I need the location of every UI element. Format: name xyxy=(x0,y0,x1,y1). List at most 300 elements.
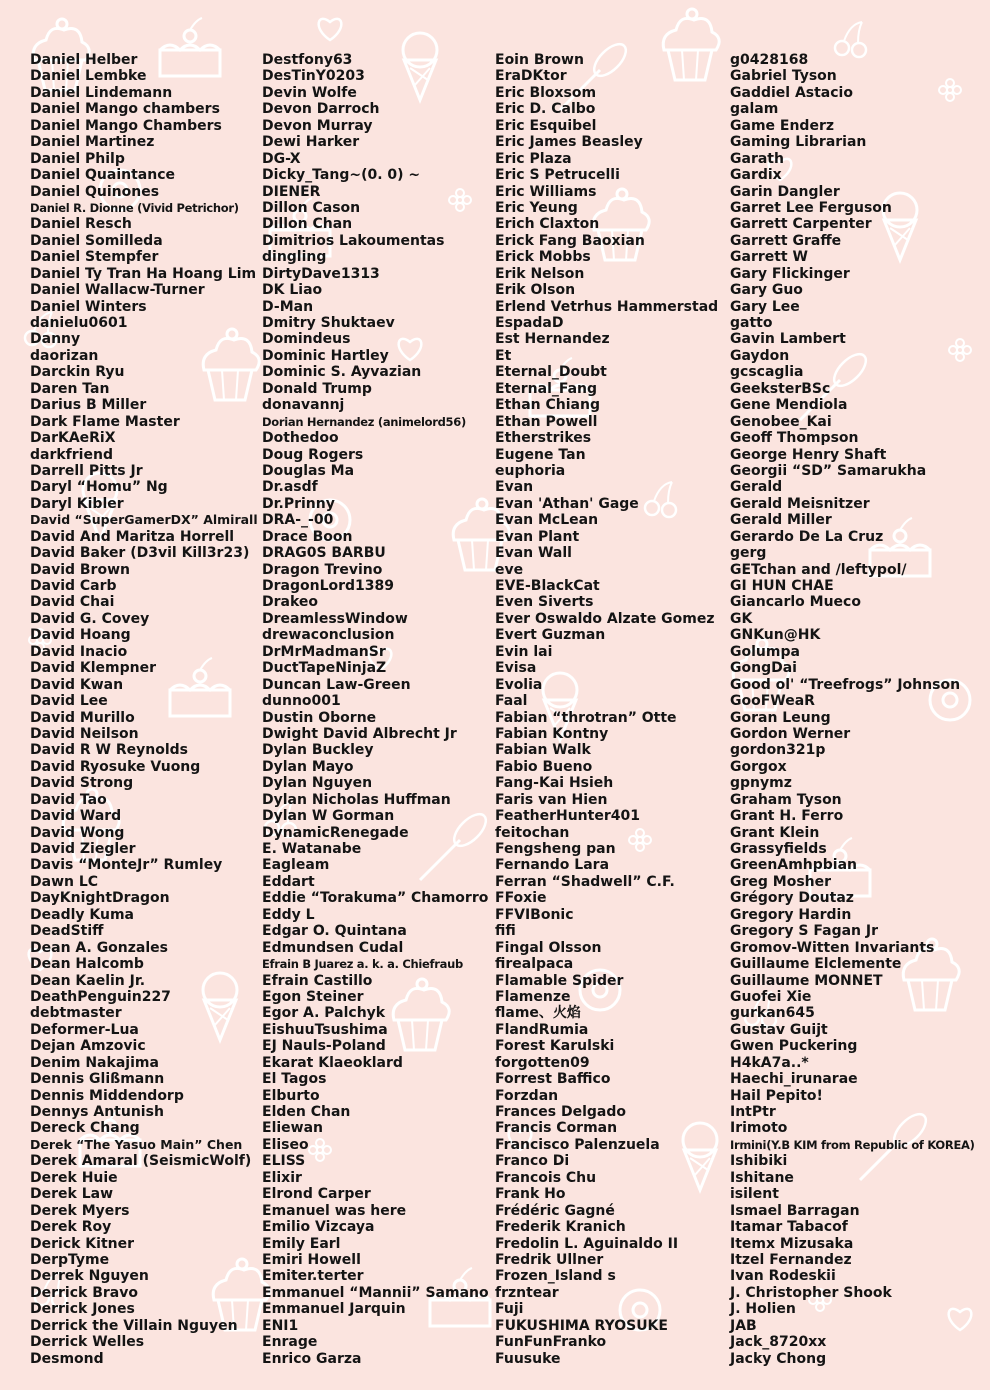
credit-name: Drace Boon xyxy=(262,528,353,545)
credit-name: Frank Ho xyxy=(495,1186,566,1203)
credit-name: Garath xyxy=(730,150,784,167)
credit-name: DeathPenguin227 xyxy=(30,988,171,1005)
credit-name: gcscaglia xyxy=(730,364,804,381)
credit-name: Dylan Mayo xyxy=(262,758,354,775)
credit-name: FUKUSHIMA RYOSUKE xyxy=(495,1317,668,1334)
credit-name: Gary Flickinger xyxy=(730,265,850,282)
credit-name: FFVIBonic xyxy=(495,906,574,923)
credit-name: Evisa xyxy=(495,660,537,677)
credit-name: Greg Mosher xyxy=(730,873,832,890)
credit-name: Eric Bloxsom xyxy=(495,84,597,101)
credit-name: Dereck Chang xyxy=(30,1120,140,1137)
credit-name: Dean Kaelin Jr. xyxy=(30,972,146,989)
credit-name: Frederik Kranich xyxy=(495,1219,626,1236)
credit-name: Evan xyxy=(495,479,534,496)
credit-name: Daniel Mango chambers xyxy=(30,101,220,118)
credit-name: Gary Guo xyxy=(730,282,803,299)
credit-name: JAB xyxy=(730,1317,757,1334)
credit-name: Gaming Librarian xyxy=(730,134,867,151)
credit-name: Eric Esquibel xyxy=(495,117,597,134)
credit-name: DK Liao xyxy=(262,282,323,299)
credit-name: Eternal_Doubt xyxy=(495,364,607,381)
credit-name: Evert Guzman xyxy=(495,627,606,644)
credit-name: Forzdan xyxy=(495,1087,559,1104)
credit-name: DRAG0S BARBU xyxy=(262,545,386,562)
credit-name: Drakeo xyxy=(262,594,319,611)
credit-name: Grassyfields xyxy=(730,841,827,857)
credit-name: Est Hernandez xyxy=(495,331,610,348)
credit-name: Flamable Spider xyxy=(495,972,624,989)
credit-name: Gaddiel Astacio xyxy=(730,84,853,101)
credit-name: Gregory Hardin xyxy=(730,906,852,923)
credit-name: Desmond xyxy=(30,1350,104,1367)
credit-name: Frédéric Gagné xyxy=(495,1202,615,1219)
credit-name: Hail Pepito! xyxy=(730,1087,823,1104)
credit-name: DreamlessWindow xyxy=(262,610,408,627)
credit-name: Evin lai xyxy=(495,643,553,660)
credit-name: Dennis Glißmann xyxy=(30,1071,165,1088)
credit-name: Eternal_Fang xyxy=(495,380,598,397)
credit-name: Dragon Trevino xyxy=(262,561,383,578)
credit-name: Erich Claxton xyxy=(495,216,600,233)
credit-name: Elburto xyxy=(262,1087,320,1104)
credit-name: Guillaume MONNET xyxy=(730,972,883,989)
credit-name: Dawn LC xyxy=(30,873,99,890)
credit-name: E. Watanabe xyxy=(262,841,362,857)
credit-name: Derrick Welles xyxy=(30,1334,145,1351)
credit-name: Dimitrios Lakoumentas xyxy=(262,232,445,249)
credit-name: Daniel Mango Chambers xyxy=(30,117,222,134)
credit-name: Dominic S. Ayvazian xyxy=(262,364,422,381)
credit-name: Ishitane xyxy=(730,1169,794,1186)
credit-name: Irimoto xyxy=(730,1120,788,1137)
credit-name: Dillon Chan xyxy=(262,216,353,233)
credit-name: drewaconclusion xyxy=(262,627,395,644)
credit-name: Daniel Martinez xyxy=(30,134,155,151)
credit-name: Domindeus xyxy=(262,331,351,348)
credit-name: Dillon Cason xyxy=(262,199,361,216)
credit-name: David Klempner xyxy=(30,660,157,677)
credit-name: FlandRumia xyxy=(495,1021,589,1038)
credit-name: Eliewan xyxy=(262,1120,324,1137)
credit-name: ELISS xyxy=(262,1153,306,1170)
credit-name: Daryl Kibler xyxy=(30,495,124,512)
credit-name: Daniel Resch xyxy=(30,216,132,233)
credit-name: Egor A. Palchyk xyxy=(262,1005,386,1022)
credit-name: EishuuTsushima xyxy=(262,1021,388,1038)
credit-name: feitochan xyxy=(495,824,570,841)
credit-name: forgotten09 xyxy=(495,1054,590,1071)
credit-name: gatto xyxy=(730,315,773,331)
credit-name: Even Siverts xyxy=(495,594,594,611)
credit-name: DRA-_-00 xyxy=(262,512,334,529)
credit-name: David Ward xyxy=(30,808,122,825)
credit-name: Genobee_Kai xyxy=(730,413,832,430)
credit-name: Gerardo De La Cruz xyxy=(730,528,884,545)
credit-name: Ever Oswaldo Alzate Gomez xyxy=(495,610,715,627)
credit-name: Devon Murray xyxy=(262,117,373,134)
credit-name: Elrond Carper xyxy=(262,1186,371,1203)
credit-name: Irmini(Y.B KIM from Republic of KOREA) xyxy=(730,1137,975,1152)
credit-name: Eddie “Torakuma” Chamorro xyxy=(262,890,489,907)
credit-name: David And Maritza Horrell xyxy=(30,528,235,545)
credit-name: Daniel Helber xyxy=(30,52,138,68)
credit-name: isilent xyxy=(730,1186,779,1203)
credit-name: Eric Williams xyxy=(495,183,597,200)
credit-name: FFoxie xyxy=(495,890,547,907)
credit-name: Garin Dangler xyxy=(730,183,840,200)
credit-name: Dennis Middendorp xyxy=(30,1087,184,1104)
credit-name: Gene Mendiola xyxy=(730,397,848,414)
credit-name: David Lee xyxy=(30,693,108,710)
credit-name: Emmanuel “Mannii” Samano xyxy=(262,1284,489,1301)
credit-name: Eddy L xyxy=(262,906,315,923)
credit-name: Grant Klein xyxy=(730,824,820,841)
credit-name: gordon321p xyxy=(730,742,826,759)
credit-name: Denim Nakajima xyxy=(30,1054,159,1071)
credit-name: Davis “MonteJr” Rumley xyxy=(30,857,223,874)
credit-name: Ismael Barragan xyxy=(730,1202,860,1219)
credit-name: dingling xyxy=(262,249,327,266)
credit-name: Itamar Tabacof xyxy=(730,1219,848,1236)
credit-name: Frances Delgado xyxy=(495,1104,627,1120)
credit-name: DeadStiff xyxy=(30,923,104,940)
credit-name: Dominic Hartley xyxy=(262,347,389,364)
credit-name: Enrico Garza xyxy=(262,1350,362,1367)
credit-name: David Kwan xyxy=(30,676,124,693)
credit-name: Golumpa xyxy=(730,643,800,660)
credit-name: DayKnightDragon xyxy=(30,890,170,907)
credit-name: Evolia xyxy=(495,676,543,693)
credit-name: Gordon Werner xyxy=(730,725,851,742)
credit-name: Elixir xyxy=(262,1169,302,1186)
credit-name: J. Christopher Shook xyxy=(730,1284,892,1301)
credit-name: Derek Law xyxy=(30,1186,114,1203)
credit-name: Evan Wall xyxy=(495,545,572,562)
credit-name: EraDKtor xyxy=(495,68,567,85)
credit-name: David Ziegler xyxy=(30,841,136,857)
credit-name: H4kA7a..* xyxy=(730,1054,809,1071)
credit-name: DirtyDave1313 xyxy=(262,265,380,282)
credit-name: Eliseo xyxy=(262,1136,309,1153)
credit-name: Goran Leung xyxy=(730,709,831,726)
credit-name: Itemx Mizusaka xyxy=(730,1235,854,1252)
credit-name: Daniel Quaintance xyxy=(30,167,175,184)
credit-name: Dylan Nguyen xyxy=(262,775,373,792)
credit-name: Forrest Baffico xyxy=(495,1071,611,1088)
credit-name: Evan 'Athan' Gage xyxy=(495,495,639,512)
credit-name: Eric Plaza xyxy=(495,150,572,167)
credit-name: Franco Di xyxy=(495,1153,570,1170)
credit-name: GongDai xyxy=(730,660,797,677)
credit-name: Dewi Harker xyxy=(262,134,360,151)
credit-name: Dmitry Shuktaev xyxy=(262,315,395,331)
credit-name: Derrick Jones xyxy=(30,1301,135,1318)
credit-name: Gustav Guijt xyxy=(730,1021,828,1038)
credit-name: DrMrMadmanSr xyxy=(262,643,386,660)
credit-name: Georgii “SD” Samarukha xyxy=(730,462,927,479)
credit-name: Game Enderz xyxy=(730,117,834,134)
credit-name: Gregory S Fagan Jr xyxy=(730,923,879,940)
credit-name: Gromov-Witten Invariants xyxy=(730,939,935,956)
credit-name: Dark Flame Master xyxy=(30,413,180,430)
credit-name: Forest Karulski xyxy=(495,1038,615,1055)
credit-name: David Wong xyxy=(30,824,125,841)
credit-name: Fengsheng pan xyxy=(495,841,616,857)
credit-name: Fabio Bueno xyxy=(495,758,593,775)
credit-name: Fingal Olsson xyxy=(495,939,602,956)
credit-name: DIENER xyxy=(262,183,321,200)
credit-name: Fabian Kontny xyxy=(495,725,609,742)
credit-name: David Tao xyxy=(30,791,107,808)
credit-name: Daniel Lindemann xyxy=(30,84,173,101)
credit-name: Derek Roy xyxy=(30,1219,112,1236)
credit-name: Dorian Hernandez (animelord56) xyxy=(262,414,466,429)
credit-name: Gaydon xyxy=(730,347,790,364)
credit-name: Dicky_Tang~(0. 0) ~ xyxy=(262,167,421,184)
credit-name: Dylan Buckley xyxy=(262,742,374,759)
credit-name: David Ryosuke Vuong xyxy=(30,758,201,775)
credit-name: Gerald xyxy=(730,479,783,496)
credit-name: Jack_8720xx xyxy=(730,1334,827,1351)
credit-name: dunno001 xyxy=(262,693,341,710)
credit-name: Erick Mobbs xyxy=(495,249,591,266)
credit-name: Good ol' “Treefrogs” Johnson xyxy=(730,676,961,693)
credit-name: Deadly Kuma xyxy=(30,906,134,923)
credit-name: GK xyxy=(730,610,753,627)
credit-name: Daniel Winters xyxy=(30,298,147,315)
credit-name: Faris van Hien xyxy=(495,791,608,808)
credit-name: Erik Olson xyxy=(495,282,576,299)
credit-name: Ishibiki xyxy=(730,1153,788,1170)
credit-name: euphoria xyxy=(495,462,566,479)
credit-name: Et xyxy=(495,347,512,364)
credit-name: Efrain Castillo xyxy=(262,972,373,989)
credit-name: Donald Trump xyxy=(262,380,372,397)
credit-name: Eric D. Calbo xyxy=(495,101,596,118)
credit-name: DuctTapeNinjaZ xyxy=(262,660,387,677)
credit-name: Douglas Ma xyxy=(262,462,355,479)
credit-name: Flamenze xyxy=(495,988,571,1005)
credit-name: g0428168 xyxy=(730,52,809,68)
credit-name: Elden Chan xyxy=(262,1104,351,1120)
credit-name: Daniel Wallacw-Turner xyxy=(30,282,205,299)
credit-name: Evan McLean xyxy=(495,512,599,529)
credit-name: Emiter.terter xyxy=(262,1268,364,1285)
credit-name: Dylan Nicholas Huffman xyxy=(262,791,451,808)
credit-name: Erik Nelson xyxy=(495,265,585,282)
credit-name: Ethan Chiang xyxy=(495,397,600,414)
credit-name: Erlend Vetrhus Hammerstad xyxy=(495,298,719,315)
credit-name: Itzel Fernandez xyxy=(730,1251,852,1268)
credit-name: Geoff Thompson xyxy=(730,430,859,447)
credit-name: Darrell Pitts Jr xyxy=(30,462,143,479)
credit-name: Eric James Beasley xyxy=(495,134,643,151)
credit-name: Gavin Lambert xyxy=(730,331,846,348)
credit-name: galam xyxy=(730,101,779,118)
credit-name: Deformer-Lua xyxy=(30,1021,139,1038)
credit-name: gpnymz xyxy=(730,775,792,792)
credit-name: Efrain B Juarez a. k. a. Chiefraub xyxy=(262,957,463,972)
name-column-4 xyxy=(730,52,975,1367)
credit-name: Grant H. Ferro xyxy=(730,808,844,825)
credit-name: David Brown xyxy=(30,561,130,578)
credit-name: Dustin Oborne xyxy=(262,709,377,726)
credit-name: David Murillo xyxy=(30,709,135,726)
credit-name: Gorgox xyxy=(730,758,787,775)
credit-name: Dean Halcomb xyxy=(30,956,144,973)
credit-name: firealpaca xyxy=(495,956,574,973)
credit-name: Daniel Lembke xyxy=(30,68,147,85)
credit-name: Daniel Somilleda xyxy=(30,232,163,249)
credit-name: EspadaD xyxy=(495,315,564,331)
credit-name: Darius B Miller xyxy=(30,397,147,414)
credit-name: Doug Rogers xyxy=(262,446,364,463)
credit-name: Garrett W xyxy=(730,249,808,266)
credit-name: Ferran “Shadwell” C.F. xyxy=(495,873,675,890)
credit-name: IntPtr xyxy=(730,1104,776,1120)
credit-name: donavannj xyxy=(262,397,345,414)
credit-name: FeatherHunter401 xyxy=(495,808,640,825)
credit-name: Guillaume Elclemente xyxy=(730,956,902,973)
credit-name: Frozen_Island s xyxy=(495,1268,616,1285)
credit-name: Eddart xyxy=(262,873,315,890)
credit-name: Dwight David Albrecht Jr xyxy=(262,725,457,742)
credit-name: Daryl “Homu” Ng xyxy=(30,479,168,496)
credit-name: Dothedoo xyxy=(262,430,339,447)
credit-name: Dean A. Gonzales xyxy=(30,939,168,956)
credit-name: Fang-Kai Hsieh xyxy=(495,775,614,792)
credit-name: DarKAeRiX xyxy=(30,430,116,447)
credit-name: David Inacio xyxy=(30,643,128,660)
credit-name: Erick Fang Baoxian xyxy=(495,232,645,249)
credit-name: Eric Yeung xyxy=(495,199,578,216)
credit-name: Gerald Meisnitzer xyxy=(730,495,870,512)
credit-name: Eoin Brown xyxy=(495,52,584,68)
credit-name: Derek “The Yasuo Main” Chen xyxy=(30,1136,243,1152)
credit-name: Devon Darroch xyxy=(262,101,380,118)
credit-name: Fuusuke xyxy=(495,1350,561,1367)
credit-name: GooFWeaR xyxy=(730,693,815,710)
credit-name: David Chai xyxy=(30,594,115,611)
credit-name: Gardix xyxy=(730,167,782,184)
credit-name: Fabian Walk xyxy=(495,742,591,759)
credit-name: Derick Kitner xyxy=(30,1235,135,1252)
credit-name: Emmanuel Jarquin xyxy=(262,1301,406,1318)
credit-name: ENI1 xyxy=(262,1317,299,1334)
credit-name: Derek Myers xyxy=(30,1202,130,1219)
credit-name: gerg xyxy=(730,545,767,562)
credit-name: GI HUN CHAE xyxy=(730,578,834,594)
credit-name: Giancarlo Mueco xyxy=(730,594,861,611)
credit-name: David Hoang xyxy=(30,627,131,644)
credit-name: Guofei Xie xyxy=(730,988,812,1005)
credit-name: Gerald Miller xyxy=(730,512,832,529)
credit-name: darkfriend xyxy=(30,446,113,463)
credit-name: Gary Lee xyxy=(730,298,800,315)
credit-name: GeeksterBSc xyxy=(730,380,831,397)
credit-name: Dr.asdf xyxy=(262,479,318,496)
credit-name: Emilio Vizcaya xyxy=(262,1219,375,1236)
credit-name: Danny xyxy=(30,331,81,348)
credit-name: Edmundsen Cudal xyxy=(262,939,404,956)
credit-name: Egon Steiner xyxy=(262,988,364,1005)
credit-name: Gwen Puckering xyxy=(730,1038,858,1055)
name-column-2 xyxy=(262,52,489,1367)
credit-name: Garrett Graffe xyxy=(730,232,842,249)
credit-name: DragonLord1389 xyxy=(262,578,395,594)
credit-name: Derek Huie xyxy=(30,1169,118,1186)
credit-name: Daniel Philp xyxy=(30,150,125,167)
credit-name: Faal xyxy=(495,693,528,710)
credit-name: Emily Earl xyxy=(262,1235,341,1252)
credit-name: David Baker (D3vil Kill3r23) xyxy=(30,545,250,562)
credit-name: gurkan645 xyxy=(730,1005,815,1022)
credit-name: Graham Tyson xyxy=(730,791,842,808)
credit-name: Dylan W Gorman xyxy=(262,808,395,825)
credit-name: daorizan xyxy=(30,347,99,364)
credit-name: David R W Reynolds xyxy=(30,742,188,759)
credit-name: Destfony63 xyxy=(262,52,353,68)
credit-name: Eric S Petrucelli xyxy=(495,167,620,184)
credit-name: danielu0601 xyxy=(30,315,128,331)
credit-name: GNKun@HK xyxy=(730,627,821,644)
credit-name: Derek Amaral (SeismicWolf) xyxy=(30,1153,252,1170)
credit-name: David “SuperGamerDX” Almirall xyxy=(30,512,258,528)
credit-name: Garrett Carpenter xyxy=(730,216,872,233)
credit-name: Derrick Bravo xyxy=(30,1284,138,1301)
credit-name: EJ Nauls-Poland xyxy=(262,1038,386,1055)
credit-name: Dr.Prinny xyxy=(262,495,335,512)
credit-name: Garret Lee Ferguson xyxy=(730,199,892,216)
credit-name: Dejan Amzovic xyxy=(30,1038,146,1055)
credit-name: Grégory Doutaz xyxy=(730,890,854,907)
credit-name: Francois Chu xyxy=(495,1169,597,1186)
credit-name: Emiri Howell xyxy=(262,1251,361,1268)
credit-name: Fredrik Ullner xyxy=(495,1251,604,1268)
credit-name: Derrick the Villain Nguyen xyxy=(30,1317,238,1334)
credit-name: Daniel Quinones xyxy=(30,183,160,200)
credit-name: flame、火焰 xyxy=(495,1005,581,1022)
credit-name: DesTinY0203 xyxy=(262,68,365,85)
credit-name: Francisco Palenzuela xyxy=(495,1136,660,1153)
credit-name: GETchan and /leftypol/ xyxy=(730,561,907,578)
credit-name: Duncan Law-Green xyxy=(262,676,411,693)
name-column-3 xyxy=(495,52,718,1367)
credit-name: Fabian “throtran” Otte xyxy=(495,709,677,726)
credit-name: debtmaster xyxy=(30,1005,122,1022)
credit-name: Jacky Chong xyxy=(730,1350,827,1367)
credit-name: Enrage xyxy=(262,1334,318,1351)
credit-name: Daniel Stempfer xyxy=(30,249,159,266)
credit-name: Gabriel Tyson xyxy=(730,68,837,85)
credit-name: DG-X xyxy=(262,150,301,167)
credit-name: Haechi_irunarae xyxy=(730,1071,858,1088)
credit-name: Eagleam xyxy=(262,857,330,874)
credit-name: D-Man xyxy=(262,298,314,315)
credit-name: frzntear xyxy=(495,1284,559,1301)
credit-name: Devin Wolfe xyxy=(262,84,357,101)
credit-name: Fredolin L. Aguinaldo II xyxy=(495,1235,679,1252)
credit-name: fifi xyxy=(495,923,516,940)
credit-name: Derrek Nguyen xyxy=(30,1268,149,1285)
credit-name: Dennys Antunish xyxy=(30,1104,164,1120)
credit-name: Ivan Rodeskii xyxy=(730,1268,836,1285)
credit-name: Ekarat Klaeoklard xyxy=(262,1054,403,1071)
credit-name: J. Holien xyxy=(730,1301,796,1318)
credit-name: GreenAmhpbian xyxy=(730,857,857,874)
credit-name: Daren Tan xyxy=(30,380,110,397)
